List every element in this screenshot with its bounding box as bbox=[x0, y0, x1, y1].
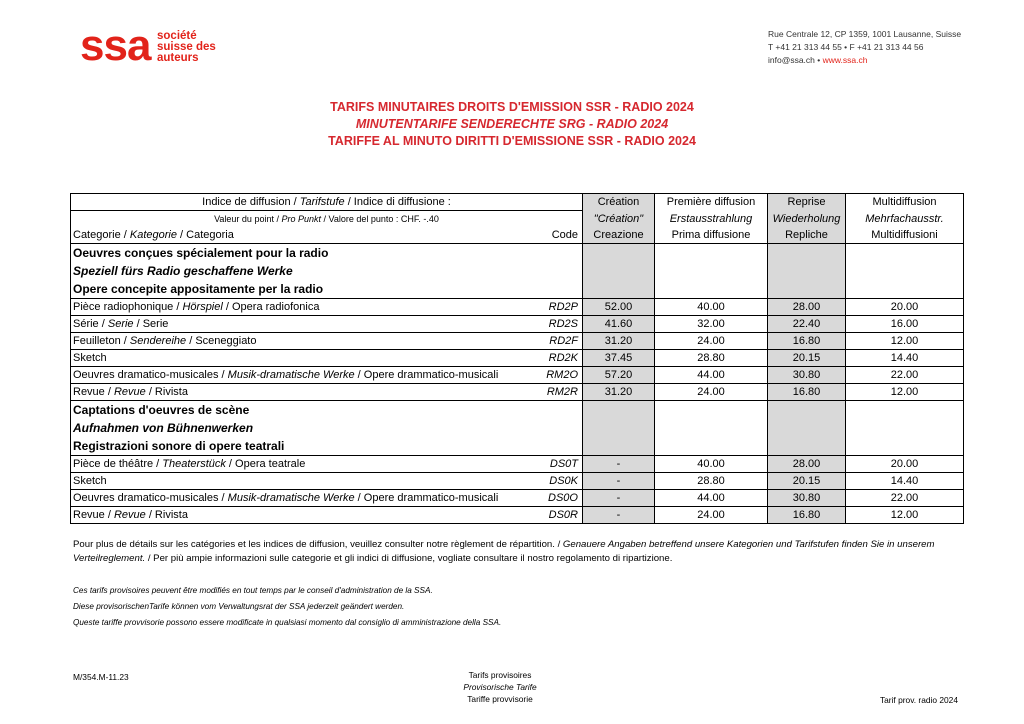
index-header: Indice de diffusion / Tarifstufe / Indice di diffusione : bbox=[71, 194, 583, 211]
value-premiere: 44.00 bbox=[655, 490, 768, 507]
ssa-logo bbox=[80, 21, 230, 72]
value-reprise: 30.80 bbox=[768, 490, 846, 507]
table-row bbox=[71, 507, 964, 524]
col-multi-de: Mehrfachausstr. bbox=[846, 211, 964, 228]
value-reprise: 16.80 bbox=[768, 384, 846, 401]
col-creation-it: Creazione bbox=[583, 227, 655, 244]
table-row bbox=[71, 367, 964, 384]
row-code: RD2S bbox=[548, 318, 578, 330]
value-reprise: 28.00 bbox=[768, 456, 846, 473]
logo-words bbox=[157, 31, 216, 64]
disclaimer-fr: Ces tarifs provisoires peuvent être modifiés en tout temps par le conseil d'administration de la SSA. bbox=[73, 586, 433, 595]
table-row bbox=[71, 490, 964, 507]
row-code: DS0R bbox=[548, 509, 578, 521]
table-row bbox=[71, 473, 964, 490]
value-premiere: 24.00 bbox=[655, 384, 768, 401]
value-multi: 22.00 bbox=[846, 367, 964, 384]
value-creation: 31.20 bbox=[583, 333, 655, 350]
col-premiere-fr: Première diffusion bbox=[655, 194, 768, 211]
section2-title-fr: Captations d'oeuvres de scène bbox=[71, 401, 583, 420]
value-reprise: 20.15 bbox=[768, 350, 846, 367]
value-multi: 20.00 bbox=[846, 299, 964, 316]
section1-title-it: Opere concepite appositamente per la radio bbox=[71, 280, 583, 299]
section2-title-de: Aufnahmen von Bühnenwerken bbox=[71, 419, 583, 437]
value-creation: - bbox=[583, 473, 655, 490]
footer-center-it: Tariffe provvisorie bbox=[467, 694, 533, 704]
value-multi: 12.00 bbox=[846, 333, 964, 350]
row-label: Oeuvres dramatico-musicales / Musik-dramatische Werke / Opere drammatico-musicali RM2O bbox=[71, 367, 583, 384]
col-reprise-it: Repliche bbox=[768, 227, 846, 244]
col-premiere-it: Prima diffusione bbox=[655, 227, 768, 244]
row-label: Oeuvres dramatico-musicales / Musik-dramatische Werke / Opere drammatico-musicali DS0O bbox=[71, 490, 583, 507]
value-reprise: 20.15 bbox=[768, 473, 846, 490]
value-reprise: 16.80 bbox=[768, 333, 846, 350]
details-note: Pour plus de détails sur les catégories et les indices de diffusion, veuillez consulter notre règlement de répartition. / Genauere Angaben betreffend unsere Kategorien und Tarifstufen finden Sie in unserem Verteilreglement. / Per più ampie informazioni sulle categorie et gli indici di diffusione, vogliate consultare il nostro regolamento di ripartizione. bbox=[73, 539, 935, 564]
disclaimer-it: Queste tariffe provvisorie possono essere modificate in qualsiasi momento dal consiglio di amministrazione della SSA. bbox=[73, 618, 502, 627]
row-code: RD2F bbox=[549, 335, 578, 347]
table-row bbox=[71, 333, 964, 350]
table-row bbox=[71, 350, 964, 367]
col-creation-de: "Création" bbox=[583, 211, 655, 228]
value-premiere: 24.00 bbox=[655, 333, 768, 350]
email: info@ssa.ch • bbox=[768, 55, 823, 65]
value-creation: 52.00 bbox=[583, 299, 655, 316]
value-creation: 31.20 bbox=[583, 384, 655, 401]
value-reprise: 28.00 bbox=[768, 299, 846, 316]
row-label: Revue / Revue / Rivista RM2R bbox=[71, 384, 583, 401]
value-premiere: 24.00 bbox=[655, 507, 768, 524]
table-row bbox=[71, 299, 964, 316]
website-link[interactable]: www.ssa.ch bbox=[822, 55, 868, 65]
value-creation: - bbox=[583, 490, 655, 507]
tariff-table bbox=[70, 193, 964, 524]
value-creation: 57.20 bbox=[583, 367, 655, 384]
logo-line: suisse des bbox=[157, 41, 216, 53]
value-premiere: 32.00 bbox=[655, 316, 768, 333]
value-reprise: 22.40 bbox=[768, 316, 846, 333]
section1-title-de: Speziell fürs Radio geschaffene Werke bbox=[71, 262, 583, 280]
row-code: DS0K bbox=[549, 475, 578, 487]
row-label: Pièce radiophonique / Hörspiel / Opera radiofonica RD2P bbox=[71, 299, 583, 316]
section1-title-fr: Oeuvres conçues spécialement pour la radio bbox=[71, 244, 583, 263]
table-row bbox=[71, 384, 964, 401]
value-creation: 37.45 bbox=[583, 350, 655, 367]
footer-center bbox=[440, 669, 560, 705]
point-value: Valeur du point / Pro Punkt / Valore del punto : CHF. -.40 bbox=[71, 211, 583, 228]
table-row bbox=[71, 316, 964, 333]
row-label: Sketch RD2K bbox=[71, 350, 583, 367]
document-titles bbox=[0, 99, 1024, 150]
value-multi: 20.00 bbox=[846, 456, 964, 473]
title-fr: TARIFS MINUTAIRES DROITS D'EMISSION SSR - RADIO 2024 bbox=[330, 100, 694, 114]
table-row bbox=[71, 456, 964, 473]
row-code: DS0O bbox=[548, 492, 578, 504]
logo-line: auteurs bbox=[157, 52, 199, 64]
row-code: RD2P bbox=[548, 301, 578, 313]
footer-center-fr: Tarifs provisoires bbox=[468, 670, 532, 680]
value-multi: 12.00 bbox=[846, 384, 964, 401]
row-label: Sketch DS0K bbox=[71, 473, 583, 490]
disclaimer-de: Diese provisorischenTarife können vom Verwaltungsrat der SSA jederzeit geändert werden. bbox=[73, 602, 405, 611]
row-code: DS0T bbox=[549, 458, 578, 470]
row-label: Revue / Revue / Rivista DS0R bbox=[71, 507, 583, 524]
value-premiere: 40.00 bbox=[655, 456, 768, 473]
col-multi-fr: Multidiffusion bbox=[846, 194, 964, 211]
value-multi: 14.40 bbox=[846, 473, 964, 490]
row-label: Feuilleton / Sendereihe / Sceneggiato RD2F bbox=[71, 333, 583, 350]
value-premiere: 44.00 bbox=[655, 367, 768, 384]
row-label: Série / Serie / Serie RD2S bbox=[71, 316, 583, 333]
address-line: Rue Centrale 12, CP 1359, 1001 Lausanne, Suisse bbox=[768, 29, 962, 39]
value-multi: 22.00 bbox=[846, 490, 964, 507]
value-premiere: 28.80 bbox=[655, 350, 768, 367]
address-block bbox=[768, 28, 961, 67]
col-creation-fr: Création bbox=[583, 194, 655, 211]
value-multi: 14.40 bbox=[846, 350, 964, 367]
contact-line bbox=[768, 54, 961, 67]
value-premiere: 28.80 bbox=[655, 473, 768, 490]
document-reference: M/354.M-11.23 bbox=[73, 672, 129, 682]
footer-right: Tarif prov. radio 2024 bbox=[879, 695, 958, 705]
col-reprise-de: Wiederholung bbox=[768, 211, 846, 228]
code-header: Code bbox=[551, 229, 578, 241]
value-reprise: 16.80 bbox=[768, 507, 846, 524]
footer-center-de: Provisorische Tarife bbox=[463, 682, 537, 692]
category-header: Categorie / Kategorie / Categoria Code bbox=[71, 227, 583, 244]
section2-title-it: Registrazioni sonore di opere teatrali bbox=[71, 437, 583, 456]
value-reprise: 30.80 bbox=[768, 367, 846, 384]
value-multi: 12.00 bbox=[846, 507, 964, 524]
title-de: MINUTENTARIFE SENDERECHTE SRG - RADIO 2024 bbox=[355, 117, 669, 131]
value-creation: - bbox=[583, 507, 655, 524]
value-creation: 41.60 bbox=[583, 316, 655, 333]
row-code: RM2R bbox=[546, 386, 578, 398]
phone-line: T +41 21 313 44 55 • F +41 21 313 44 56 bbox=[768, 42, 924, 52]
value-premiere: 40.00 bbox=[655, 299, 768, 316]
col-reprise-fr: Reprise bbox=[768, 194, 846, 211]
title-it: TARIFFE AL MINUTO DIRITTI D'EMISSIONE SSR - RADIO 2024 bbox=[328, 134, 696, 148]
value-creation: - bbox=[583, 456, 655, 473]
row-code: RM2O bbox=[546, 369, 578, 381]
logo-mark: ssa bbox=[80, 21, 151, 70]
value-multi: 16.00 bbox=[846, 316, 964, 333]
col-multi-it: Multidiffusioni bbox=[846, 227, 964, 244]
col-premiere-de: Erstausstrahlung bbox=[655, 211, 768, 228]
logo-line: société bbox=[157, 30, 197, 42]
row-code: RD2K bbox=[548, 352, 578, 364]
row-label: Pièce de théâtre / Theaterstück / Opera teatrale DS0T bbox=[71, 456, 583, 473]
